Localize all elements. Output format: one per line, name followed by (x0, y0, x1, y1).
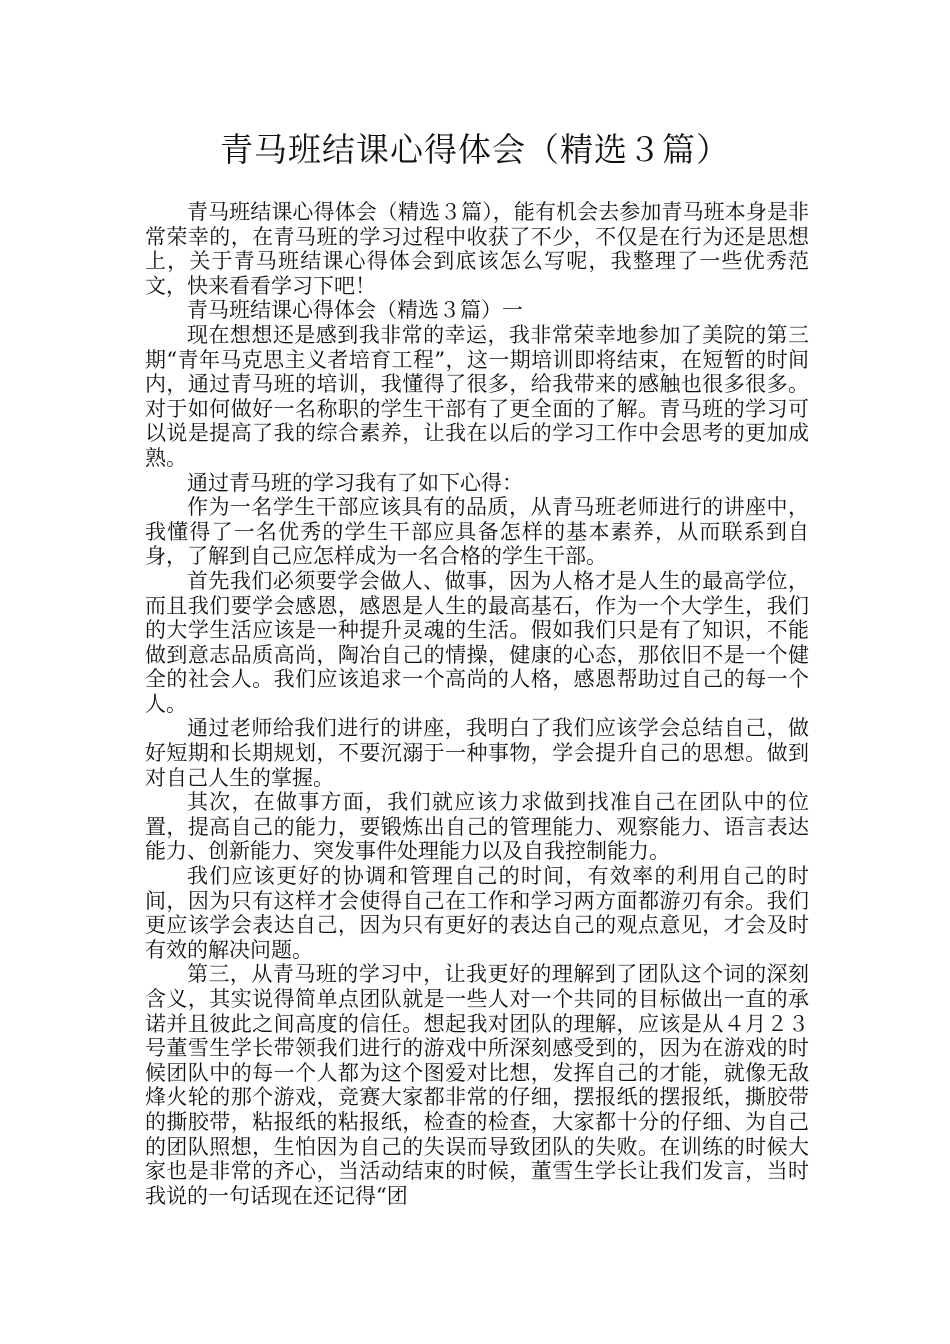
paragraph: 首先我们必须要学会做人、做事，因为人格才是人生的最高学位，而且我们要学会感恩，感恩是人生的最高基石，作为一个大学生，我们的大学生活应该是一种提升灵魂的生活。假如我们只是有了知识，不能做到意志品质高尚，陶冶自己的情操，健康的心态，那依旧不是一个健全的社会人。我们应该追求一个高尚的人格，感恩帮助过自己的每一个人。 (145, 568, 809, 716)
paragraph: 通过老师给我们进行的讲座，我明白了我们应该学会总结自己，做好短期和长期规划，不要沉溺于一种事物，学会提升自己的思想。做到对自己人生的掌握。 (145, 716, 809, 790)
document-body (145, 200, 809, 1208)
paragraph-intro: 青马班结课心得体会（精选３篇），能有机会去参加青马班本身是非常荣幸的，在青马班的学习过程中收获了不少，不仅是在行为还是思想上，关于青马班结课心得体会到底该怎么写呢，我整理了一些优秀范文，快来看看学习下吧！ (145, 200, 809, 298)
paragraph-section-heading: 青马班结课心得体会（精选３篇）一 (187, 298, 523, 323)
document-title: 青马班结课心得体会（精选３篇） (220, 130, 730, 169)
paragraph: 现在想想还是感到我非常的幸运，我非常荣幸地参加了美院的第三期“青年马克思主义者培育工程”，这一期培训即将结束，在短暂的时间内，通过青马班的培训，我懂得了很多，给我带来的感触也很多很多。对于如何做好一名称职的学生干部有了更全面的了解。青马班的学习可以说是提高了我的综合素养，让我在以后的学习工作中会思考的更加成熟。 (145, 322, 809, 470)
paragraph: 作为一名学生干部应该具有的品质，从青马班老师进行的讲座中，我懂得了一名优秀的学生干部应具备怎样的基本素养，从而联系到自身，了解到自己应怎样成为一名合格的学生干部。 (145, 495, 809, 569)
paragraph: 通过青马班的学习我有了如下心得： (187, 470, 523, 495)
paragraph: 其次，在做事方面，我们就应该力求做到找准自己在团队中的位置，提高自己的能力，要锻炼出自己的管理能力、观察能力、语言表达能力、创新能力、突发事件处理能力以及自我控制能力。 (145, 790, 809, 864)
paragraph: 我们应该更好的协调和管理自己的时间，有效率的利用自己的时间，因为只有这样才会使得自己在工作和学习两方面都游刃有余。我们更应该学会表达自己，因为只有更好的表达自己的观点意见，才会及时有效的解决问题。 (145, 864, 809, 962)
paragraph: 第三，从青马班的学习中，让我更好的理解到了团队这个词的深刻含义，其实说得简单点团队就是一些人对一个共同的目标做出一直的承诺并且彼此之间高度的信任。想起我对团队的理解，应该是从４月２３号董雪生学长带领我们进行的游戏中所深刻感受到的，因为在游戏的时候团队中的每一个人都为这个图爱对比想，发挥自己的才能，就像无敌烽火轮的那个游戏，竞赛大家都非常的仔细，摆报纸的摆报纸，撕胶带的撕胶带，粘报纸的粘报纸，检查的检查，大家都十分的仔细、为自己的团队照想，生怕因为自己的失误而导致团队的失败。在训练的时候大家也是非常的齐心，当活动结束的时候，董雪生学长让我们发言，当时我说的一句话现在还记得“团 (145, 962, 809, 1208)
